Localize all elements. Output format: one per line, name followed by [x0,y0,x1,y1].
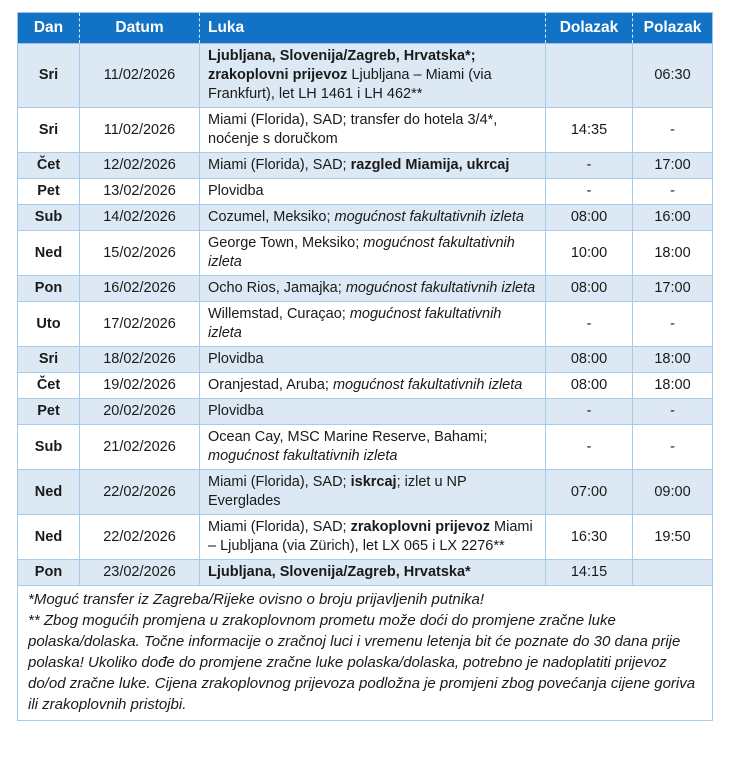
table-row [18,515,713,560]
day-cell: Sub [18,205,80,231]
day-cell: Sub [18,425,80,470]
departure-cell: 19:50 [633,515,713,560]
table-row [18,179,713,205]
port-text-segment: Plovidba [208,351,264,367]
day-cell: Čet [18,373,80,399]
date-cell: 13/02/2026 [80,179,200,205]
port-cell [200,276,546,302]
port-cell [200,470,546,515]
port-text-segment: iskrcaj [350,474,397,490]
table-row [18,399,713,425]
departure-cell: 17:00 [633,153,713,179]
header-row [18,13,713,44]
date-cell: 14/02/2026 [80,205,200,231]
day-cell: Pon [18,560,80,586]
arrival-cell: 08:00 [546,276,633,302]
port-text-segment: Cozumel, Meksiko; [208,209,335,225]
column-header-day: Dan [18,13,80,44]
date-cell: 21/02/2026 [80,425,200,470]
date-cell: 22/02/2026 [80,515,200,560]
port-text-segment: mogućnost fakultativnih izleta [208,235,515,270]
port-text-segment: Plovidba [208,403,264,419]
departure-cell: - [633,302,713,347]
arrival-cell: 14:15 [546,560,633,586]
port-cell [200,231,546,276]
table-footnotes [18,586,713,721]
port-text-segment: Ocean Cay, MSC Marine Reserve, Bahami; [208,429,488,445]
arrival-cell: - [546,399,633,425]
port-text-segment: Miami (Florida), SAD; transfer do hotela 3/4*, noćenje s doručkom [208,112,498,147]
day-cell: Pon [18,276,80,302]
port-text-segment: mogućnost fakultativnih izleta [334,209,524,225]
port-text-segment: Miami (Florida), SAD; [208,157,351,173]
date-cell: 11/02/2026 [80,108,200,153]
port-text-segment: Ocho Rios, Jamajka; [208,280,346,296]
port-text-segment: Ljubljana, Slovenija/Zagreb, Hrvatska* [208,564,471,580]
port-cell [200,347,546,373]
date-cell: 17/02/2026 [80,302,200,347]
port-text-segment: Ljubljana, Slovenija/Zagreb, Hrvatska*; [208,48,476,64]
date-cell: 12/02/2026 [80,153,200,179]
port-text-segment: mogućnost fakultativnih izleta [208,306,502,341]
port-text-segment: razgled Miamija, ukrcaj [350,157,510,173]
port-text-segment: zrakoplovni prijevoz [208,67,348,83]
departure-cell: - [633,108,713,153]
port-text-segment: Plovidba [208,183,264,199]
port-text-segment: Miami (Florida), SAD; [208,474,351,490]
table-header [18,13,713,44]
date-cell: 22/02/2026 [80,470,200,515]
arrival-cell: 08:00 [546,373,633,399]
day-cell: Pet [18,179,80,205]
table-row [18,470,713,515]
table-row [18,425,713,470]
date-cell: 20/02/2026 [80,399,200,425]
arrival-cell: 10:00 [546,231,633,276]
port-cell [200,44,546,108]
day-cell: Sri [18,44,80,108]
column-header-date: Datum [80,13,200,44]
day-cell: Sri [18,108,80,153]
arrival-cell: - [546,179,633,205]
table-row [18,231,713,276]
arrival-cell: - [546,302,633,347]
footnote-transfer: *Moguć transfer iz Zagreba/Rijeke ovisno o broju prijavljenih putnika! [28,591,485,608]
departure-cell: 18:00 [633,347,713,373]
arrival-cell: 08:00 [546,347,633,373]
port-cell [200,302,546,347]
date-cell: 11/02/2026 [80,44,200,108]
table-row [18,560,713,586]
arrival-cell: - [546,425,633,470]
departure-cell: 06:30 [633,44,713,108]
table-row [18,108,713,153]
itinerary-table [17,12,713,721]
day-cell: Uto [18,302,80,347]
departure-cell: 17:00 [633,276,713,302]
footnote-row [18,586,713,721]
port-text-segment: mogućnost fakultativnih izleta [208,448,398,464]
day-cell: Ned [18,231,80,276]
day-cell: Čet [18,153,80,179]
table-row [18,347,713,373]
departure-cell: 16:00 [633,205,713,231]
port-text-segment: mogućnost fakultativnih izleta [332,377,523,393]
day-cell: Sri [18,347,80,373]
arrival-cell: 07:00 [546,470,633,515]
departure-cell: 18:00 [633,373,713,399]
port-text-segment: Miami – Ljubljana (via Zürich), let LX 065 i LX 2276** [208,519,533,554]
date-cell: 15/02/2026 [80,231,200,276]
day-cell: Pet [18,399,80,425]
port-cell [200,425,546,470]
day-cell: Ned [18,470,80,515]
column-header-port: Luka [200,13,546,44]
itinerary-body [18,44,713,586]
port-text-segment: mogućnost fakultativnih izleta [345,280,536,296]
footnote-flight-changes: ** Zbog mogućih promjena u zrakoplovnom prometu može doći do promjene zračne luke polaska/dolaska. Točne informacije o zračnoj luci i vremenu letenja bit će poznate do 30 dana prije polaska! Ukoliko dođe do promjene zračne luke polaska/dolaska, potrebno je nadoplatiti prijevoz do/od zračne luke. Cijena zrakoplovnog prijevoza podložna je promjeni zbog povećanja cijene goriva ili zrakoplovnih pristojbi. [28,612,696,713]
port-text-segment: Ljubljana – Miami (via Frankfurt), let LH 1461 i LH 462** [208,67,492,102]
table-row [18,276,713,302]
departure-cell: - [633,425,713,470]
port-cell [200,108,546,153]
departure-cell: - [633,399,713,425]
table-row [18,205,713,231]
port-text-segment: Miami (Florida), SAD; [208,519,351,535]
table-row [18,373,713,399]
port-cell [200,179,546,205]
table-row [18,44,713,108]
table-row [18,302,713,347]
port-text-segment: ; izlet u NP Everglades [208,474,467,509]
day-cell: Ned [18,515,80,560]
arrival-cell: 08:00 [546,205,633,231]
arrival-cell: 14:35 [546,108,633,153]
port-cell [200,153,546,179]
port-cell [200,373,546,399]
column-header-departure: Polazak [633,13,713,44]
table-row [18,153,713,179]
arrival-cell [546,44,633,108]
port-text-segment: George Town, Meksiko; [208,235,364,251]
port-cell [200,205,546,231]
departure-cell: - [633,179,713,205]
arrival-cell: - [546,153,633,179]
departure-cell: 09:00 [633,470,713,515]
date-cell: 18/02/2026 [80,347,200,373]
departure-cell: 18:00 [633,231,713,276]
port-cell [200,560,546,586]
date-cell: 23/02/2026 [80,560,200,586]
departure-cell [633,560,713,586]
port-text-segment: zrakoplovni prijevoz [350,519,491,535]
date-cell: 16/02/2026 [80,276,200,302]
column-header-arrival: Dolazak [546,13,633,44]
date-cell: 19/02/2026 [80,373,200,399]
footnote-cell [18,586,713,721]
port-text-segment: Willemstad, Curaçao; [208,306,350,322]
port-cell [200,399,546,425]
port-cell [200,515,546,560]
arrival-cell: 16:30 [546,515,633,560]
port-text-segment: Oranjestad, Aruba; [208,377,333,393]
